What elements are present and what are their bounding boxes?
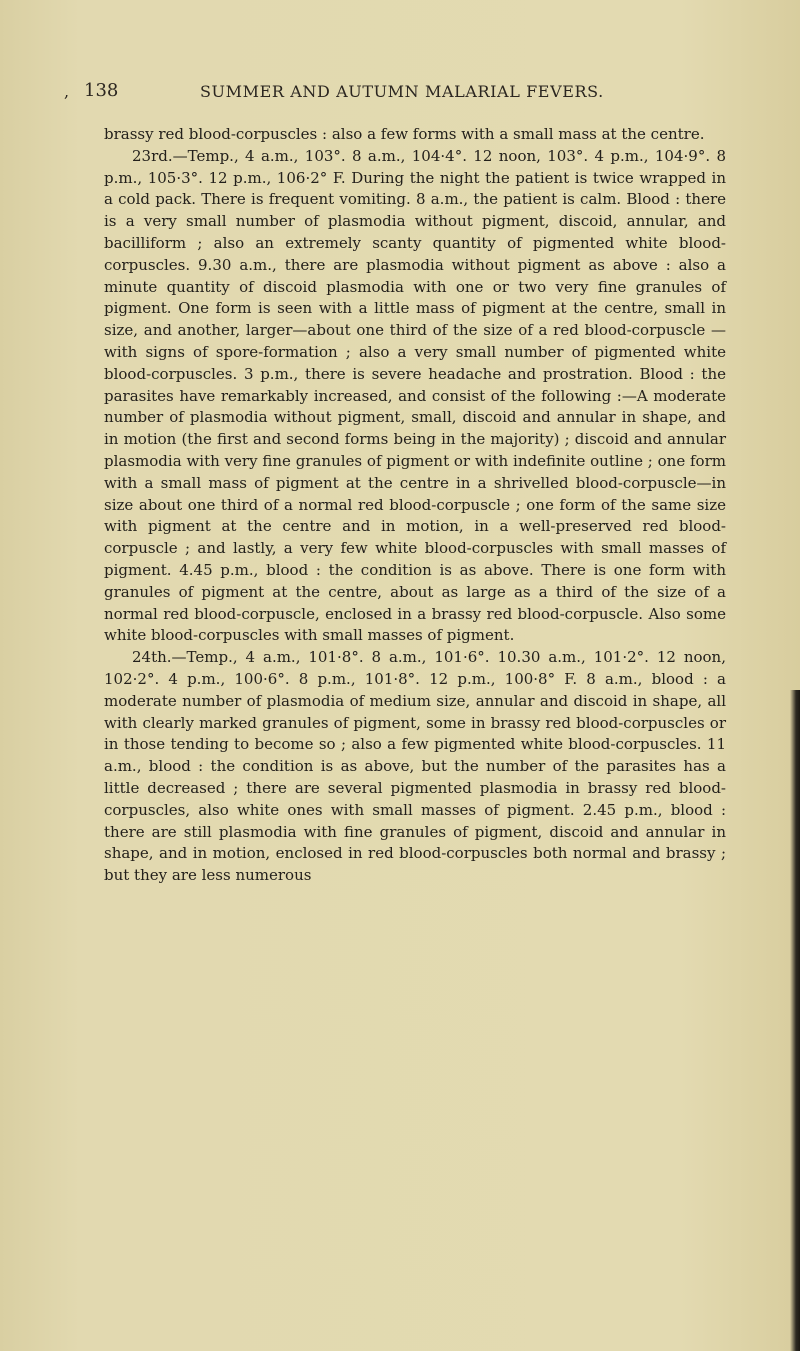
body-text — [104, 124, 726, 887]
margin-mark: , — [64, 82, 70, 101]
page-number: 138 — [84, 80, 119, 101]
paragraph-23rd: 23rd.—Temp., 4 a.m., 103°. 8 a.m., 104·4°. 12 noon, 103°. 4 p.m., 104·9°. 8 p.m., 105·3°. 12 p.m., 106·2° F. During the night the patient is twice wrapped in a cold pack. There is frequent vomiting. 8 a.m., the patient is calm. Blood : there is a very small number of plasmodia without pigment, discoid, annular, and bacilliform ; also an extremely scanty quantity of pigmented white blood-corpuscles. 9.30 a.m., there are plasmodia without pigment as above : also a minute quantity of discoid plasmodia with one or two very fine granules of pigment. One form is seen with a little mass of pigment at the centre, small in size, and another, larger—about one third of the size of a red blood-corpuscle —with signs of spore-formation ; also a very small number of pigmented white blood-corpuscles. 3 p.m., there is severe headache and prostration. Blood : the parasites have remarkably increased, and consist of the following :—A moderate number of plasmodia without pigment, small, discoid and annular in shape, and in motion (the first and second forms being in the majority) ; discoid and annular plasmodia with very fine granules of pigment or with indefinite outline ; one form with a small mass of pigment at the centre in a shrivelled blood-corpuscle—in size about one third of a normal red blood-corpuscle ; one form of the same size with pigment at the centre and in motion, in a well-preserved red blood-corpuscle ; and lastly, a very few white blood-corpuscles with small masses of pigment. 4.45 p.m., blood : the condition is as above. There is one form with granules of pigment at the centre, about as large as a third of the size of a normal red blood-corpuscle, enclosed in a brassy red blood-corpuscle. Also some white blood-corpuscles with small masses of pigment. — [104, 146, 726, 645]
paragraph-24th: 24th.—Temp., 4 a.m., 101·8°. 8 a.m., 101·6°. 10.30 a.m., 101·2°. 12 noon, 102·2°. 4 p.m., 100·6°. 8 p.m., 101·8°. 12 p.m., 100·8° F. 8 a.m., blood : a moderate number of plasmodia of medium size, annular and discoid in shape, all with clearly marked granules of pigment, some in brassy red blood-corpuscles or in those tending to become so ; also a few pigmented white blood-corpuscles. 11 a.m., blood : the condition is as above, but the number of the parasites has a little decreased ; there are several pigmented plasmodia in brassy red blood-corpuscles, also white ones with small masses of pigment. 2.45 p.m., blood : there are still plasmodia with fine granules of pigment, discoid and annular in shape, and in motion, enclosed in red blood-corpuscles both normal and brassy ; but they are less numerous — [104, 648, 726, 885]
paragraph-continuation: brassy red blood-corpuscles : also a few forms with a small mass at the centre. — [104, 125, 705, 143]
running-title: SUMMER AND AUTUMN MALARIAL FEVERS. — [200, 82, 604, 101]
page-header — [60, 80, 760, 110]
page-edge-shadow — [790, 690, 800, 1351]
